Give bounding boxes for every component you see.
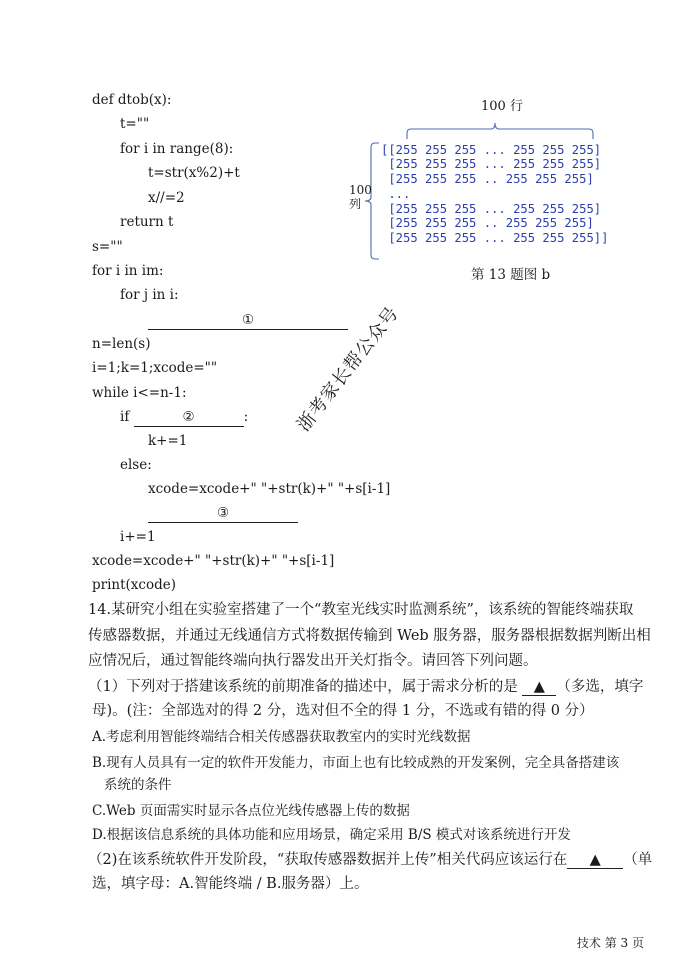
side-brace: [345, 135, 385, 295]
question-intro-line: 应情况后，通过智能终端向执行器发出开关灯指令。请回答下列问题。: [88, 653, 538, 669]
code-line: t=str(x%2)+t: [148, 165, 240, 181]
matrix-row: [255 255 255 .. 255 255 255]: [381, 216, 594, 230]
watermark: 浙考家长帮公众号: [293, 302, 404, 436]
answer-blank: ▲: [567, 852, 623, 869]
matrix-row: ...: [381, 187, 411, 201]
code-line: n=len(s): [92, 336, 151, 352]
code-line: x//=2: [148, 190, 185, 206]
option-line: C.Web 页面需实时显示各点位光线传感器上传的数据: [92, 803, 410, 819]
option-line: D.根据该信息系统的具体功能和应用场景，确定采用 B/S 模式对该系统进行开发: [92, 827, 571, 843]
answer-blank: ▲: [522, 679, 556, 696]
code-line: [148, 504, 298, 523]
question-intro-line: 14.某研究小组在实验室搭建了一个“教室光线实时监测系统”，该系统的智能终端获取: [88, 602, 634, 618]
matrix-row: [255 255 255 ... 255 255 255]: [381, 157, 602, 171]
code-line: i=1;k=1;xcode="": [92, 360, 218, 376]
question-intro-line: 传感器数据，并通过无线通信方式将数据传输到 Web 服务器，服务器根据数据判断出相: [88, 628, 651, 644]
page-footer: 技术 第 3 页: [576, 936, 644, 950]
code-line: if ② :: [120, 409, 249, 425]
matrix-row: [255 255 255 .. 255 255 255]: [381, 172, 594, 186]
figure-caption: 第 13 题图 b: [471, 267, 551, 283]
option-line: B.现有人员具有一定的软件开发能力，市面上也有比较成熟的开发案例，完全具备搭建该: [92, 755, 620, 771]
answer-blank: ①: [148, 311, 348, 330]
matrix-row: [255 255 255 ... 255 255 255]: [381, 202, 602, 216]
q2-line: （2)在该系统软件开发阶段，“获取传感器数据并上传”相关代码应该运行在 ▲ （单: [88, 852, 653, 868]
answer-blank: ②: [134, 408, 244, 427]
top-brace: [345, 95, 645, 145]
code-line: return t: [120, 214, 174, 230]
code-line: else:: [120, 457, 152, 473]
code-line: print(xcode): [92, 577, 176, 593]
code-line: xcode=xcode+" "+str(k)+" "+s[i-1]: [148, 481, 391, 497]
matrix-figure: [345, 95, 645, 285]
code-line: t="": [120, 116, 150, 132]
code-line: while i<=n-1:: [92, 385, 187, 401]
figure-side-label: 100 列: [349, 183, 372, 211]
q1-note: 母)。(注：全部选对的得 2 分，选对但不全的得 1 分，不选或有错的得 0 分）: [92, 703, 594, 719]
code-line: def dtob(x):: [92, 92, 172, 108]
code-line: k+=1: [148, 433, 188, 449]
q1-line: （1）下列对于搭建该系统的前期准备的描述中，属于需求分析的是 ▲ （多选，填字: [88, 679, 644, 695]
code-line: for i in im:: [92, 263, 164, 279]
matrix-row: [255 255 255 ... 255 255 255]]: [381, 231, 609, 245]
option-line: 系统的条件: [104, 777, 172, 793]
option-line: A.考虑利用智能终端结合相关传感器获取教室内的实时光线数据: [92, 729, 471, 745]
answer-blank: ③: [148, 504, 298, 523]
code-line: s="": [92, 239, 123, 255]
figure-top-label: 100 行: [481, 99, 523, 114]
code-line: for j in i:: [120, 287, 179, 303]
code-line: xcode=xcode+" "+str(k)+" "+s[i-1]: [92, 553, 335, 569]
code-line: for i in range(8):: [120, 141, 234, 157]
matrix-row: [[255 255 255 ... 255 255 255]: [381, 143, 602, 157]
code-line: [148, 311, 348, 330]
code-line: i+=1: [120, 529, 156, 545]
q2-line-2: 选，填字母：A.智能终端 / B.服务器）上。: [92, 876, 369, 892]
